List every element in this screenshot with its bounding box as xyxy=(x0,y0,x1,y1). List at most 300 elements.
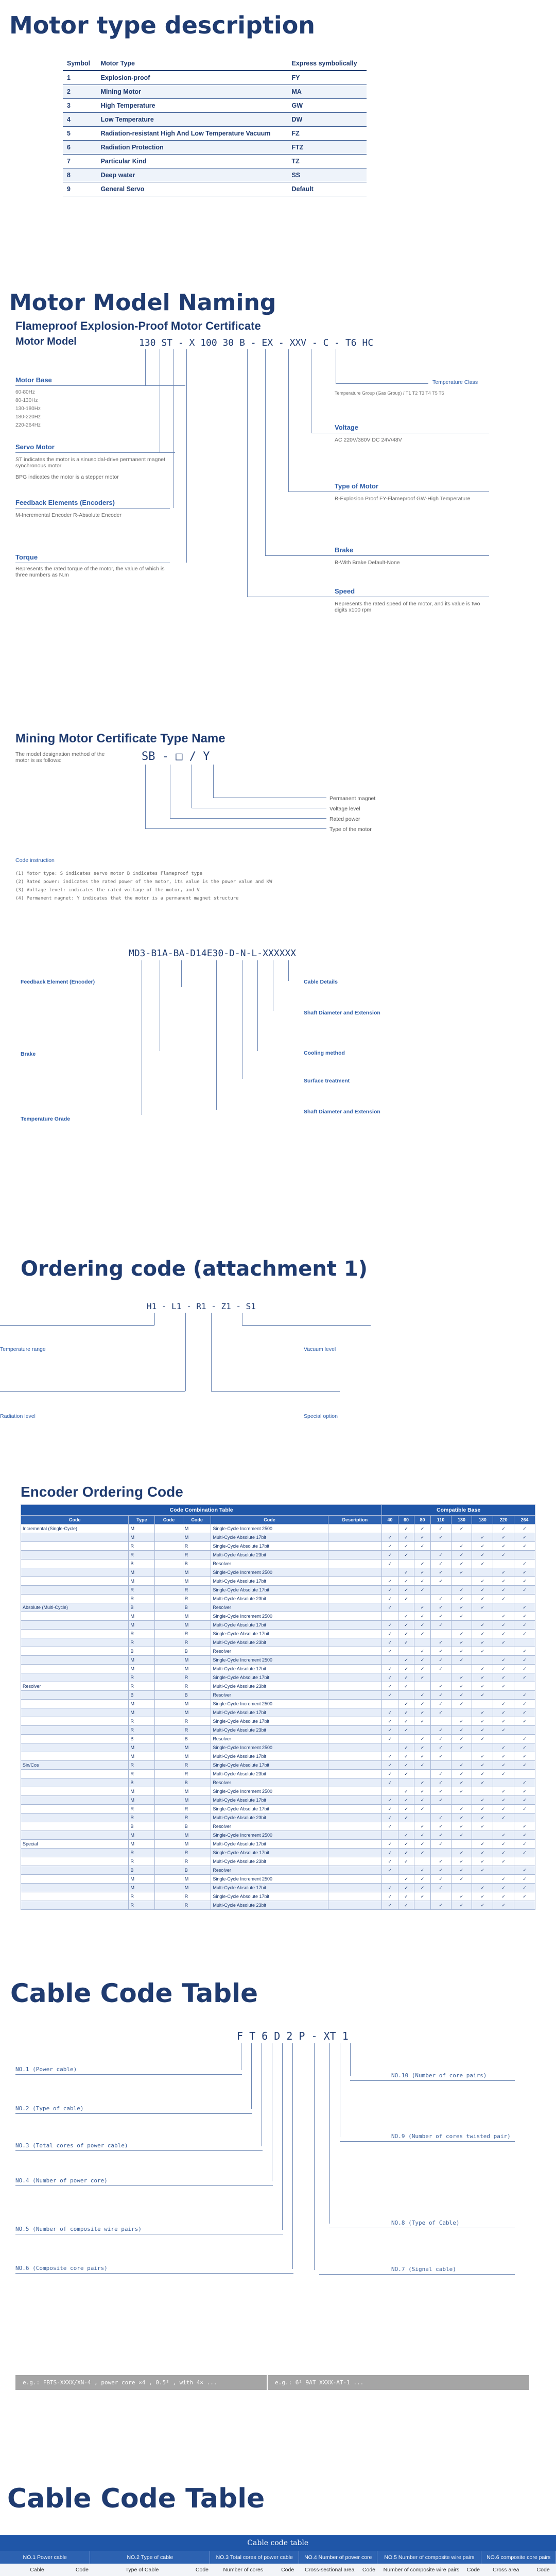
encoder-cell xyxy=(155,1542,183,1551)
encoder-check: ✓ xyxy=(430,1665,451,1673)
motor-type-title: Motor type description xyxy=(9,11,316,39)
encoder-cell xyxy=(155,1595,183,1603)
base-item: 180-220Hz xyxy=(15,414,41,420)
encoder-check: ✓ xyxy=(493,1656,514,1665)
encoder-cell: M xyxy=(129,1524,155,1533)
encoder-check: ✓ xyxy=(382,1647,398,1656)
encoder-cell: Resolver xyxy=(211,1560,328,1568)
encoder-cell: Multi-Cycle Absolute 17bit xyxy=(211,1708,328,1717)
encoder-check: ✓ xyxy=(382,1822,398,1831)
encoder-check: ✓ xyxy=(398,1542,414,1551)
table-row xyxy=(21,1805,535,1814)
encoder-cell xyxy=(21,1673,129,1682)
encoder-cell: Multi-Cycle Absolute 23bit xyxy=(211,1814,328,1822)
encoder-check xyxy=(472,1568,493,1577)
torque-desc: Represents the rated torque of the motor, the value of which is three numbers as N.m xyxy=(15,566,165,578)
cable-header: NO.2 Type of cable xyxy=(90,2551,210,2564)
md3-shaft2-label: Shaft Diameter and Extension xyxy=(304,1109,380,1115)
encoder-check: ✓ xyxy=(430,1691,451,1700)
encoder-check: ✓ xyxy=(514,1568,535,1577)
encoder-cell xyxy=(328,1638,382,1647)
encoder-cell: B xyxy=(129,1603,155,1612)
encoder-cell: Single-Cycle Increment 2500 xyxy=(211,1568,328,1577)
encoder-check: ✓ xyxy=(398,1814,414,1822)
table-row xyxy=(21,1612,535,1621)
encoder-check: ✓ xyxy=(514,1831,535,1840)
encoder-check: ✓ xyxy=(382,1857,398,1866)
model-code: 130 ST - X 100 30 B - EX - XXV - C - T6 HC xyxy=(139,337,374,348)
encoder-cell xyxy=(21,1778,129,1787)
encoder-check: ✓ xyxy=(430,1735,451,1743)
table-cell: 5 xyxy=(63,127,97,141)
cable-header: Cross area xyxy=(481,2564,531,2576)
encoder-check: ✓ xyxy=(514,1787,535,1796)
encoder-check xyxy=(514,1857,535,1866)
cable-header: Code xyxy=(194,2564,210,2576)
encoder-cell: Multi-Cycle Absolute 17bit xyxy=(211,1533,328,1542)
encoder-check: ✓ xyxy=(451,1805,472,1814)
encoder-check: ✓ xyxy=(414,1612,431,1621)
encoder-cell: M xyxy=(183,1621,211,1630)
encoder-check: ✓ xyxy=(472,1866,493,1875)
encoder-cell: Multi-Cycle Absolute 23bit xyxy=(211,1551,328,1560)
encoder-cell xyxy=(328,1595,382,1603)
encoder-check xyxy=(514,1638,535,1647)
table-row xyxy=(21,1884,535,1892)
md3-cable-label: Cable Details xyxy=(304,979,338,985)
encoder-cell xyxy=(328,1621,382,1630)
table-cell: FY xyxy=(287,71,367,85)
encoder-cell xyxy=(155,1630,183,1638)
cable-example2: e.g.: 6² 9AT XXXX-AT-1 ... xyxy=(268,2375,529,2390)
encoder-check xyxy=(472,1656,493,1665)
encoder-check: ✓ xyxy=(493,1770,514,1778)
ord-v1 xyxy=(154,1313,155,1325)
table-row xyxy=(63,168,367,182)
encoder-cell: R xyxy=(129,1551,155,1560)
encoder-title: Encoder Ordering Code xyxy=(21,1484,183,1500)
encoder-check: ✓ xyxy=(382,1735,398,1743)
table-row xyxy=(21,1901,535,1910)
encoder-cell xyxy=(155,1884,183,1892)
encoder-check: ✓ xyxy=(414,1892,431,1901)
encoder-cell xyxy=(328,1533,382,1542)
encoder-check: ✓ xyxy=(382,1866,398,1875)
encoder-check: ✓ xyxy=(514,1778,535,1787)
encoder-cell: R xyxy=(129,1726,155,1735)
table-row xyxy=(63,141,367,155)
encoder-check xyxy=(430,1673,451,1682)
table-row xyxy=(21,1630,535,1638)
motor-type-section xyxy=(0,0,556,289)
table-row xyxy=(21,1533,535,1542)
encoder-check: ✓ xyxy=(430,1700,451,1708)
encoder-cell: M xyxy=(183,1700,211,1708)
encoder-cell: Single-Cycle Increment 2500 xyxy=(211,1656,328,1665)
encoder-check: ✓ xyxy=(493,1761,514,1770)
encoder-cell xyxy=(328,1691,382,1700)
mining-h4 xyxy=(145,828,326,829)
encoder-cell: B xyxy=(183,1560,211,1568)
encoder-cell xyxy=(155,1866,183,1875)
table-row xyxy=(63,182,367,196)
encoder-cell xyxy=(328,1796,382,1805)
encoder-cell xyxy=(155,1560,183,1568)
encoder-check: ✓ xyxy=(382,1840,398,1849)
encoder-cell xyxy=(155,1551,183,1560)
encoder-check: ✓ xyxy=(414,1708,431,1717)
cable-code-section xyxy=(0,1978,556,2473)
encoder-cell: B xyxy=(183,1691,211,1700)
encoder-cell: Multi-Cycle Absolute 17bit xyxy=(211,1752,328,1761)
encoder-check: ✓ xyxy=(398,1796,414,1805)
encoder-cell xyxy=(328,1822,382,1831)
encoder-cell xyxy=(155,1673,183,1682)
encoder-col-header: Description xyxy=(328,1516,382,1524)
encoder-check: ✓ xyxy=(514,1542,535,1551)
table-row xyxy=(21,1822,535,1831)
encoder-check: ✓ xyxy=(398,1787,414,1796)
encoder-cell xyxy=(328,1761,382,1770)
encoder-cell xyxy=(155,1787,183,1796)
encoder-cell: Single-Cycle Absolute 17bit xyxy=(211,1849,328,1857)
encoder-check: ✓ xyxy=(430,1577,451,1586)
table-row xyxy=(21,1647,535,1656)
encoder-check: ✓ xyxy=(398,1875,414,1884)
encoder-check: ✓ xyxy=(414,1796,431,1805)
cable-label-right: NO.10 (Number of core pairs) xyxy=(391,2072,487,2079)
encoder-check: ✓ xyxy=(430,1595,451,1603)
encoder-cell xyxy=(155,1831,183,1840)
encoder-cell: Single-Cycle Increment 2500 xyxy=(211,1787,328,1796)
servo-label: Servo Motor xyxy=(15,443,55,451)
encoder-check xyxy=(451,1621,472,1630)
encoder-check: ✓ xyxy=(472,1717,493,1726)
encoder-check: ✓ xyxy=(430,1884,451,1892)
encoder-check: ✓ xyxy=(493,1849,514,1857)
encoder-cell: Multi-Cycle Absolute 23bit xyxy=(211,1682,328,1691)
encoder-check: ✓ xyxy=(430,1560,451,1568)
encoder-check xyxy=(398,1647,414,1656)
encoder-check: ✓ xyxy=(398,1586,414,1595)
encoder-cell: M xyxy=(129,1884,155,1892)
encoder-check: ✓ xyxy=(430,1524,451,1533)
encoder-check: ✓ xyxy=(472,1805,493,1814)
encoder-cell xyxy=(328,1717,382,1726)
conn-v6 xyxy=(265,349,266,555)
ordering-section xyxy=(0,1257,556,1473)
encoder-check: ✓ xyxy=(414,1752,431,1761)
md3-code: MD3-B1A-BA-D14E30-D-N-L-XXXXXX xyxy=(129,948,297,959)
encoder-check: ✓ xyxy=(430,1814,451,1822)
encoder-check: ✓ xyxy=(382,1708,398,1717)
conn-v1 xyxy=(145,349,146,385)
encoder-cell: M xyxy=(183,1665,211,1673)
encoder-check xyxy=(430,1805,451,1814)
table-cell: SS xyxy=(287,168,367,182)
encoder-cell: Multi-Cycle Absolute 17bit xyxy=(211,1796,328,1805)
encoder-check xyxy=(414,1682,431,1691)
encoder-cell xyxy=(155,1752,183,1761)
encoder-check: ✓ xyxy=(414,1840,431,1849)
encoder-cell: M xyxy=(129,1621,155,1630)
encoder-check xyxy=(414,1901,431,1910)
table-cell: MA xyxy=(287,85,367,99)
encoder-check: ✓ xyxy=(430,1875,451,1884)
encoder-cell: M xyxy=(129,1875,155,1884)
encoder-check: ✓ xyxy=(451,1673,472,1682)
encoder-cell xyxy=(155,1682,183,1691)
encoder-cell xyxy=(328,1814,382,1822)
cable-header: Number of composite wire pairs xyxy=(377,2564,465,2576)
encoder-cell xyxy=(155,1700,183,1708)
encoder-cell: Multi-Cycle Absolute 17bit xyxy=(211,1884,328,1892)
md3-section xyxy=(0,948,556,1257)
motor-type-label: Type of Motor xyxy=(335,482,378,490)
cc-v6 xyxy=(292,2043,293,2269)
encoder-cell xyxy=(328,1901,382,1910)
encoder-check: ✓ xyxy=(414,1735,431,1743)
encoder-cell: Single-Cycle Absolute 17bit xyxy=(211,1542,328,1551)
encoder-cell xyxy=(155,1840,183,1849)
mining-item: Type of the motor xyxy=(329,826,372,833)
table-row xyxy=(21,1778,535,1787)
encoder-check xyxy=(414,1726,431,1735)
encoder-cell: R xyxy=(129,1805,155,1814)
encoder-cell: R xyxy=(129,1901,155,1910)
table-cell: Radiation-resistant High And Low Temperature Vacuum xyxy=(97,127,288,141)
encoder-check: ✓ xyxy=(430,1822,451,1831)
encoder-cell xyxy=(21,1752,129,1761)
encoder-cell xyxy=(21,1708,129,1717)
encoder-cell xyxy=(155,1612,183,1621)
table-row xyxy=(63,85,367,99)
encoder-cell: Sin/Cos xyxy=(21,1761,129,1770)
encoder-check: ✓ xyxy=(493,1682,514,1691)
cc-v2 xyxy=(251,2043,252,2109)
encoder-check: ✓ xyxy=(398,1770,414,1778)
voltage-label: Voltage xyxy=(335,423,358,431)
encoder-check: ✓ xyxy=(514,1884,535,1892)
encoder-check xyxy=(451,1840,472,1849)
encoder-check: ✓ xyxy=(430,1568,451,1577)
temp-desc: Temperature Group (Gas Group) / T1 T2 T3 T4 T5 T6 xyxy=(335,391,444,396)
encoder-cell: Multi-Cycle Absolute 17bit xyxy=(211,1840,328,1849)
encoder-check: ✓ xyxy=(398,1831,414,1840)
encoder-check: ✓ xyxy=(493,1577,514,1586)
feedback-label: Feedback Elements (Encoders) xyxy=(15,499,115,506)
encoder-base-header: 40 xyxy=(382,1516,398,1524)
encoder-check: ✓ xyxy=(451,1875,472,1884)
encoder-cell: M xyxy=(129,1831,155,1840)
encoder-cell: M xyxy=(183,1656,211,1665)
encoder-check: ✓ xyxy=(398,1577,414,1586)
encoder-check: ✓ xyxy=(414,1665,431,1673)
encoder-check: ✓ xyxy=(451,1735,472,1743)
encoder-cell xyxy=(328,1884,382,1892)
encoder-check xyxy=(398,1691,414,1700)
encoder-check: ✓ xyxy=(398,1857,414,1866)
encoder-check: ✓ xyxy=(472,1586,493,1595)
md3-temp-label: Temperature Grade xyxy=(21,1116,71,1122)
encoder-cell: R xyxy=(183,1770,211,1778)
encoder-cell xyxy=(21,1892,129,1901)
encoder-cell: Absolute (Multi-Cycle) xyxy=(21,1603,129,1612)
cable-label-line xyxy=(15,2150,263,2151)
encoder-check xyxy=(472,1743,493,1752)
encoder-cell: M xyxy=(129,1533,155,1542)
encoder-check: ✓ xyxy=(430,1708,451,1717)
encoder-check: ✓ xyxy=(382,1717,398,1726)
encoder-cell: B xyxy=(183,1603,211,1612)
encoder-check: ✓ xyxy=(382,1673,398,1682)
encoder-cell: Resolver xyxy=(211,1735,328,1743)
encoder-check: ✓ xyxy=(514,1822,535,1831)
encoder-cell xyxy=(328,1542,382,1551)
encoder-cell xyxy=(21,1630,129,1638)
encoder-check: ✓ xyxy=(472,1560,493,1568)
encoder-check: ✓ xyxy=(430,1682,451,1691)
encoder-check xyxy=(414,1551,431,1560)
mining-notes-title: Code instruction xyxy=(15,857,55,863)
encoder-check xyxy=(451,1533,472,1542)
encoder-cell: M xyxy=(129,1752,155,1761)
encoder-cell xyxy=(328,1630,382,1638)
encoder-check: ✓ xyxy=(414,1603,431,1612)
mining-v1 xyxy=(145,765,146,828)
encoder-check: ✓ xyxy=(382,1849,398,1857)
encoder-cell: R xyxy=(129,1857,155,1866)
encoder-cell: Single-Cycle Absolute 17bit xyxy=(211,1761,328,1770)
encoder-cell: Multi-Cycle Absolute 23bit xyxy=(211,1770,328,1778)
encoder-check xyxy=(430,1630,451,1638)
table-cell: 6 xyxy=(63,141,97,155)
encoder-check: ✓ xyxy=(472,1840,493,1849)
encoder-check: ✓ xyxy=(414,1647,431,1656)
encoder-cell: R xyxy=(129,1542,155,1551)
encoder-col-header: Code xyxy=(183,1516,211,1524)
encoder-check: ✓ xyxy=(451,1682,472,1691)
encoder-cell xyxy=(21,1665,129,1673)
encoder-cell: R xyxy=(129,1673,155,1682)
cable-label-left: NO.6 (Composite core pairs) xyxy=(15,2265,108,2272)
encoder-check: ✓ xyxy=(398,1700,414,1708)
encoder-check: ✓ xyxy=(514,1875,535,1884)
cable-label-line-right xyxy=(340,2141,515,2142)
encoder-check: ✓ xyxy=(493,1708,514,1717)
encoder-base-header: 130 xyxy=(451,1516,472,1524)
encoder-check: ✓ xyxy=(472,1778,493,1787)
encoder-check xyxy=(430,1761,451,1770)
encoder-cell: M xyxy=(183,1831,211,1840)
encoder-cell xyxy=(155,1805,183,1814)
table-row xyxy=(63,127,367,141)
encoder-check xyxy=(472,1612,493,1621)
encoder-check: ✓ xyxy=(493,1533,514,1542)
encoder-check: ✓ xyxy=(472,1595,493,1603)
table-cell: FZ xyxy=(287,127,367,141)
mining-section xyxy=(0,732,556,948)
encoder-check: ✓ xyxy=(382,1630,398,1638)
encoder-check: ✓ xyxy=(493,1796,514,1805)
encoder-check: ✓ xyxy=(493,1630,514,1638)
encoder-cell xyxy=(155,1708,183,1717)
encoder-base-header: 264 xyxy=(514,1516,535,1524)
table-row xyxy=(21,1814,535,1822)
encoder-cell xyxy=(155,1717,183,1726)
encoder-cell xyxy=(328,1551,382,1560)
encoder-check: ✓ xyxy=(430,1551,451,1560)
encoder-cell: B xyxy=(183,1647,211,1656)
encoder-check: ✓ xyxy=(514,1603,535,1612)
encoder-check: ✓ xyxy=(398,1726,414,1735)
encoder-check: ✓ xyxy=(398,1708,414,1717)
encoder-cell xyxy=(328,1577,382,1586)
table-row xyxy=(21,1595,535,1603)
mining-notes xyxy=(15,870,272,903)
encoder-check: ✓ xyxy=(451,1761,472,1770)
encoder-check: ✓ xyxy=(472,1665,493,1673)
encoder-check: ✓ xyxy=(514,1717,535,1726)
table-row xyxy=(21,1761,535,1770)
encoder-check: ✓ xyxy=(398,1630,414,1638)
table-header-cell: Symbol xyxy=(63,57,97,71)
encoder-check: ✓ xyxy=(451,1638,472,1647)
encoder-check: ✓ xyxy=(451,1849,472,1857)
ord-v3 xyxy=(211,1313,212,1391)
encoder-check: ✓ xyxy=(398,1849,414,1857)
encoder-cell: M xyxy=(183,1533,211,1542)
naming-title: Motor Model Naming xyxy=(9,290,276,316)
cable-label-left: NO.4 (Number of power core) xyxy=(15,2177,108,2184)
encoder-check: ✓ xyxy=(451,1603,472,1612)
encoder-check: ✓ xyxy=(472,1770,493,1778)
encoder-check xyxy=(493,1822,514,1831)
encoder-check: ✓ xyxy=(451,1726,472,1735)
encoder-check: ✓ xyxy=(430,1621,451,1630)
encoder-check: ✓ xyxy=(514,1524,535,1533)
encoder-check: ✓ xyxy=(382,1542,398,1551)
encoder-cell: R xyxy=(129,1682,155,1691)
encoder-check: ✓ xyxy=(493,1875,514,1884)
encoder-cell: Multi-Cycle Absolute 23bit xyxy=(211,1726,328,1735)
encoder-check: ✓ xyxy=(472,1630,493,1638)
encoder-check: ✓ xyxy=(493,1551,514,1560)
base-label: Motor Base xyxy=(15,376,52,384)
encoder-check: ✓ xyxy=(382,1814,398,1822)
encoder-cell xyxy=(21,1542,129,1551)
base-item: 80-130Hz xyxy=(15,398,38,403)
table-cell: High Temperature xyxy=(97,99,288,113)
encoder-check: ✓ xyxy=(472,1673,493,1682)
encoder-check xyxy=(430,1892,451,1901)
encoder-check: ✓ xyxy=(451,1892,472,1901)
encoder-check: ✓ xyxy=(472,1638,493,1647)
encoder-check: ✓ xyxy=(514,1796,535,1805)
base-item: 220-264Hz xyxy=(15,422,41,428)
encoder-cell xyxy=(328,1656,382,1665)
mining-note: (3) Voltage level: indicates the rated voltage of the motor, and V xyxy=(15,888,200,893)
table-row xyxy=(21,1700,535,1708)
encoder-check xyxy=(472,1787,493,1796)
encoder-check: ✓ xyxy=(472,1752,493,1761)
encoder-cell: R xyxy=(183,1717,211,1726)
ordering-right-item: Special option xyxy=(304,1413,338,1419)
table-row xyxy=(21,1796,535,1805)
encoder-check xyxy=(382,1787,398,1796)
feedback-line xyxy=(15,508,170,509)
table-cell: TZ xyxy=(287,155,367,168)
